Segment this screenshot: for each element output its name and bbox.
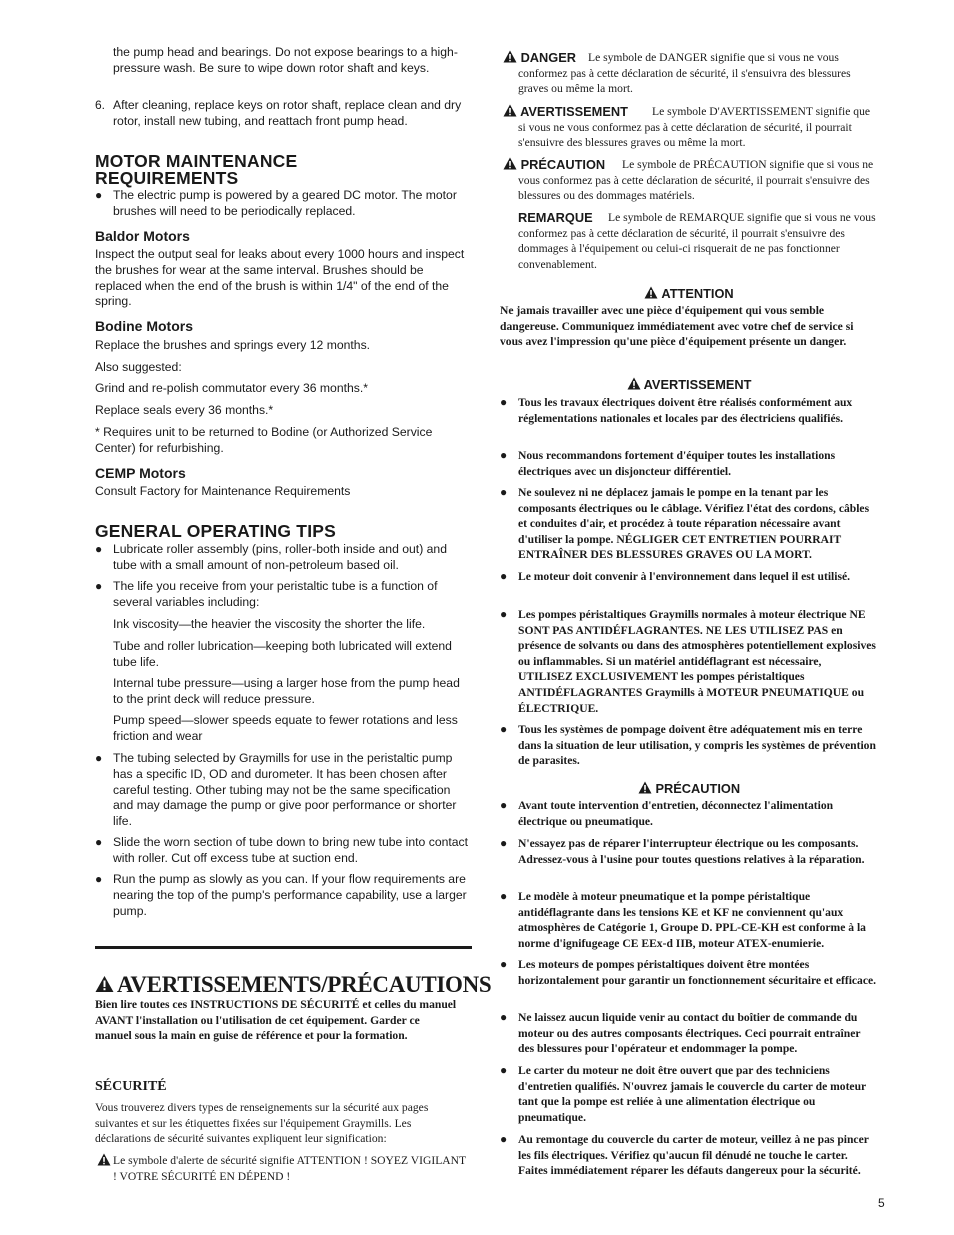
bullet-icon: ● xyxy=(500,957,508,971)
list-item-text: The tubing selected by Graymills for use in the peristaltic pump has a specific ID, OD and durometer. It has been chosen after careful testing. Other tubing may not be the same specification and may damage the pump or give poor performance or shorter life. xyxy=(113,751,457,829)
precaution-label-text: PRÉCAUTION xyxy=(520,157,606,172)
bullet-icon: ● xyxy=(95,872,103,886)
list-item-text: N'essayez pas de réparer l'interrupteur électrique ou les composants. Adressez-vous à l'usine pour toutes questions relatives à la réparation. xyxy=(518,837,865,866)
precaution-heading xyxy=(500,781,878,796)
intro-paragraph: the pump head and bearings. Do not expose bearings to a high-pressure wash. Be sure to wipe down rotor shaft and keys. xyxy=(113,45,458,75)
fr-intro: Bien lire toutes ces INSTRUCTIONS DE SÉCURITÉ et celles du manuel AVANT l'installation ou l'utilisation de cet équipement. Garder ce manuel sous la main en guise de référence et pour la formation. xyxy=(95,998,457,1043)
section-divider xyxy=(95,946,472,949)
remarque-text: Le symbole de REMARQUE signifie que si vous ne vous conformez pas à cette déclaration de sécurité, il pourrait s'ensuivre des dommages à l'équipement ou celui-ci risquerait de ne pas fonctionner convenablement. xyxy=(518,211,876,271)
bodine-p1: Replace the brushes and springs every 12 months. xyxy=(95,338,371,352)
list-item xyxy=(500,485,878,563)
list-item xyxy=(500,889,878,951)
warnings-title xyxy=(95,972,492,999)
step-text: After cleaning, replace keys on rotor shaft, replace clean and dry rotor, install new tubing, and reattach front pump head. xyxy=(113,98,462,128)
warning-triangle-icon xyxy=(627,377,641,390)
list-item xyxy=(500,836,878,867)
bodine-p2: Also suggested: xyxy=(95,360,182,374)
list-item xyxy=(95,751,472,830)
warning-triangle-icon xyxy=(644,286,658,299)
bullet-icon: ● xyxy=(500,448,508,462)
bodine-heading: Bodine Motors xyxy=(95,318,193,334)
warning-triangle-icon xyxy=(97,1153,111,1171)
cemp-text: Consult Factory for Maintenance Requirements xyxy=(95,484,351,498)
bodine-p4: Replace seals every 36 months.* xyxy=(95,403,274,417)
page-number: 5 xyxy=(878,1196,885,1210)
motor-maintenance-heading: MOTOR MAINTENANCE REQUIREMENTS xyxy=(95,151,298,188)
step-number: 6. xyxy=(95,98,106,112)
list-item xyxy=(500,1132,878,1179)
list-item xyxy=(95,835,472,867)
tip2-sub-d: Pump speed—slower speeds equate to fewer rotations and less friction and wear xyxy=(113,713,458,743)
list-item xyxy=(500,798,878,829)
avertissement-label-text: AVERTISSEMENT xyxy=(520,104,628,119)
precaution-label xyxy=(503,157,605,173)
step-6 xyxy=(95,98,472,130)
danger-definition xyxy=(500,50,878,97)
baldor-heading: Baldor Motors xyxy=(95,228,190,244)
avertissement-definition xyxy=(500,104,878,151)
list-item-text: Les pompes péristaltiques Graymills normales à moteur électrique NE SONT PAS ANTIDÉFLAGRANTES. NE LES UTILISEZ PAS en présence de solvants ou dans des atmosphères potentiellement explosives ou inflammables. Si un matériel antidéflagrant est nécessaire, UTILISEZ EXCLUSIVEMENT les pompes péristaltiques ANTIDÉFLAGRANTES Graymills à MOTEUR PNEUMATIQUE ou ÉLECTRIQUE. xyxy=(518,608,876,715)
tip2-sub-a: Ink viscosity—the heavier the viscosity the shorter the life. xyxy=(113,617,426,631)
remarque-definition xyxy=(500,210,878,272)
avertissement-heading-text: AVERTISSEMENT xyxy=(643,377,752,392)
bodine-p3: Grind and re-polish commutator every 36 months.* xyxy=(95,381,368,395)
danger-label-text: DANGER xyxy=(520,50,577,65)
list-item xyxy=(500,957,878,988)
list-item-text: Run the pump as slowly as you can. If your flow requirements are nearing the top of the pump's performance capability, use a larger pump. xyxy=(113,872,467,918)
bullet-icon: ● xyxy=(500,569,508,583)
bullet-icon: ● xyxy=(500,395,508,409)
bodine-p5: * Requires unit to be returned to Bodine (or Authorized Service Center) for refurbishing. xyxy=(95,425,433,455)
cemp-heading: CEMP Motors xyxy=(95,465,186,481)
securite-text: Vous trouverez divers types de renseignements sur la sécurité aux pages suivantes et sur les étiquettes fixées sur l'équipement Graymills. Les déclarations de sécurité suivantes expliquent leur signification: xyxy=(95,1101,429,1146)
list-item xyxy=(95,188,472,220)
precaution-heading-text: PRÉCAUTION xyxy=(655,781,741,796)
tip2-sub-b: Tube and roller lubrication—keeping both lubricated will extend tube life. xyxy=(113,639,452,669)
list-item-text: Le moteur doit convenir à l'environnement dans lequel il est utilisé. xyxy=(518,570,851,583)
warning-triangle-icon xyxy=(503,104,517,117)
bullet-icon: ● xyxy=(500,798,508,812)
list-item-text: Lubricate roller assembly (pins, roller-both inside and out) and tube with a small amount of non-petroleum based oil. xyxy=(113,542,447,572)
operating-tips-heading: GENERAL OPERATING TIPS xyxy=(95,521,337,541)
bullet-icon: ● xyxy=(500,836,508,850)
list-item-text: Avant toute intervention d'entretien, déconnectez l'alimentation électrique ou pneumatique. xyxy=(518,799,834,828)
list-item xyxy=(500,1010,878,1057)
list-item-text: The life you receive from your peristaltic tube is a function of several variables including: xyxy=(113,579,438,609)
warning-triangle-icon xyxy=(638,781,652,794)
avertissement-heading xyxy=(500,377,878,392)
bullet-icon: ● xyxy=(500,607,508,621)
bullet-icon: ● xyxy=(500,722,508,736)
avertissement-label xyxy=(503,104,628,120)
list-item xyxy=(95,579,472,611)
list-item xyxy=(500,448,878,479)
list-item xyxy=(95,872,472,919)
list-item xyxy=(500,569,878,585)
list-item xyxy=(500,722,878,769)
list-item-text: Tous les systèmes de pompage doivent être adéquatement mis en terre dans la situation de leur utilisation, y compris les systèmes de prévention de parasites. xyxy=(518,723,876,768)
list-item-text: Slide the worn section of tube down to bring new tube into contact with roller. Cut off excess tube at suction end. xyxy=(113,835,469,865)
warning-triangle-icon xyxy=(503,157,517,170)
list-item-text: Les moteurs de pompes péristaltiques doivent être montées horizontalement pour garantir un fonctionnement sécuritaire et efficace. xyxy=(518,958,877,987)
list-item xyxy=(95,542,472,574)
bullet-icon: ● xyxy=(500,485,508,499)
bullet-icon: ● xyxy=(500,1063,508,1077)
remarque-label: REMARQUE xyxy=(518,210,593,225)
list-item-text: Ne soulevez ni ne déplacez jamais le pompe en la tenant par les composants électriques ou le câblage. Vérifiez l'état des cordons, câbles et conduites d'air, et procédez à toute réparation nécessaire avant d'utiliser la pompe. NÉGLIGER CET ENTRETIEN POURRAIT ENTRAÎNER DES BLESSURES GRAVES OU LA MORT. xyxy=(518,486,870,562)
tip2-sub-c: Internal tube pressure—using a larger hose from the pump head to the print deck will reduce pressure. xyxy=(113,676,460,706)
danger-text: Le symbole de DANGER signifie que si vous ne vous conformez pas à cette déclaration de sécurité, il s'ensuivra des blessures graves ou même la mort. xyxy=(518,51,851,96)
bullet-icon: ● xyxy=(95,579,103,593)
list-item-text: The electric pump is powered by a geared DC motor. The motor brushes will need to be periodically replaced. xyxy=(113,188,457,218)
precaution-text: Le symbole de PRÉCAUTION signifie que si vous ne vous conformez pas à cette déclaration de sécurité, il pourrait s'ensuivre des blessures ou des dommages matériels. xyxy=(518,158,874,203)
attention-heading-text: ATTENTION xyxy=(661,286,734,301)
precaution-definition xyxy=(500,157,878,204)
warning-triangle-icon xyxy=(503,50,517,63)
warning-triangle-icon xyxy=(95,973,114,999)
bullet-icon: ● xyxy=(500,1132,508,1146)
attention-heading xyxy=(500,286,878,301)
list-item xyxy=(500,607,878,716)
bullet-icon: ● xyxy=(95,542,103,556)
alert-symbol-note xyxy=(95,1153,472,1184)
securite-heading: SÉCURITÉ xyxy=(95,1079,167,1094)
list-item-text: Ne laissez aucun liquide venir au contact du boîtier de commande du moteur ou des autres composants électriques. Ceci pourrait entraîner des blessures pour l'opérateur et endommager la pompe. xyxy=(518,1011,861,1056)
baldor-text: Inspect the output seal for leaks about every 1000 hours and inspect the brushes for wear at the same interval. Brushes should be replaced when the end of the brush is within 1/4" of the end of the spring. xyxy=(95,247,465,309)
bullet-icon: ● xyxy=(95,188,103,202)
attention-text: Ne jamais travailler avec une pièce d'équipement qui vous semble dangereuse. Communiquez immédiatement avec votre chef de service si vous avez l'impression qu'une pièce d'équipement présente un danger. xyxy=(500,304,854,349)
list-item-text: Le modèle à moteur pneumatique et la pompe péristaltique antidéflagrante dans les tensions KE et KF ne conviennent qu'aux atmosphères de Catégorie 1, Groupe D. PPL-CE-KH est conforme à la norme d'ignifugeage CE EEx-d IIB, moteur ATEX-enumierie. xyxy=(518,890,866,950)
list-item-text: Au remontage du couvercle du carter de moteur, veillez à ne pas pincer les fils électriques. Vérifiez qu'aucun fil dénudé ne touche le carter. Faites immédiatement réparer les défauts dangereux pour la sécurité. xyxy=(518,1133,869,1178)
bullet-icon: ● xyxy=(500,1010,508,1024)
list-item-text: Nous recommandons fortement d'équiper toutes les installations électriques avec un disjoncteur différentiel. xyxy=(518,449,836,478)
bullet-icon: ● xyxy=(95,835,103,849)
avertissement-text: Le symbole D'AVERTISSEMENT signifie que si vous ne vous conformez pas à cette déclaration de sécurité, il pourrait s'ensuivre des blessures graves ou même la mort. xyxy=(518,105,871,150)
list-item-text: Le carter du moteur ne doit être ouvert que par des techniciens d'entretien qualifiés. N'ouvrez jamais le couvercle du carter de moteur tant que la pompe est reliée à une alimentation électrique ou pneumatique. xyxy=(518,1064,866,1124)
list-item xyxy=(500,395,878,426)
bullet-icon: ● xyxy=(500,889,508,903)
alert-symbol-text: Le symbole d'alerte de sécurité signifie ATTENTION ! SOYEZ VIGILANT ! VOTRE SÉCURITÉ EN DÉPEND ! xyxy=(113,1154,466,1183)
bullet-icon: ● xyxy=(95,751,103,765)
danger-label xyxy=(503,50,576,66)
warnings-title-text: AVERTISSEMENTS/PRÉCAUTIONS xyxy=(117,972,492,997)
list-item xyxy=(500,1063,878,1125)
list-item-text: Tous les travaux électriques doivent être réalisés conformément aux réglementations nationales et locales par des électriciens qualifiés. xyxy=(518,396,853,425)
